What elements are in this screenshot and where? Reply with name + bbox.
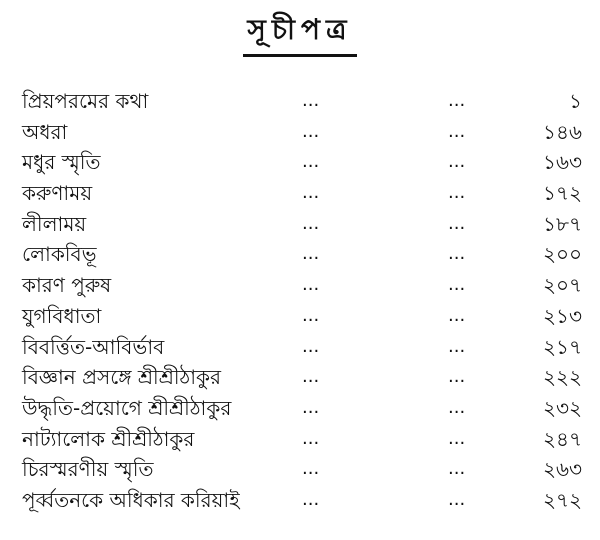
- toc-leader-dots: ...: [302, 396, 320, 418]
- toc-leader-dots: ...: [448, 212, 466, 234]
- toc-leader-dots: ...: [302, 304, 320, 326]
- toc-row: [22, 86, 582, 117]
- toc-entry-title: চিরস্মরণীয় স্মৃতি: [22, 457, 154, 482]
- toc-entry-title: বিবর্ত্তিত-আবির্ভাব: [22, 334, 165, 359]
- toc-row: [22, 454, 582, 485]
- toc-page-number: ১: [569, 89, 582, 113]
- toc-page-number: ২৩২: [542, 395, 582, 420]
- toc-page-number: ২০৭: [542, 273, 582, 298]
- toc-row: [22, 147, 582, 178]
- toc-leader-dots: ...: [302, 458, 320, 480]
- toc-entry-title: প্রিয়পরমের কথা: [22, 89, 149, 113]
- toc-entry-title: উদ্ধৃতি-প্রয়োগে শ্রীশ্রীঠাকুর: [22, 395, 232, 420]
- toc-entry-title: লোকবিভূ: [22, 242, 97, 267]
- toc-row: [22, 270, 582, 301]
- toc-page-number: ২১৩: [543, 303, 582, 328]
- toc-entry-title: নাট্যালোক শ্রীশ্রীঠাকুর: [22, 426, 195, 451]
- toc-row: [22, 424, 582, 455]
- toc-leader-dots: ...: [448, 458, 466, 480]
- toc-row: [22, 239, 582, 270]
- table-of-contents: [22, 86, 582, 516]
- toc-page-number: ১৪৬: [543, 119, 582, 144]
- toc-leader-dots: ...: [448, 335, 466, 357]
- toc-page-number: ২২২: [542, 365, 582, 390]
- toc-page-number: ১৬৩: [543, 150, 582, 175]
- toc-leader-dots: ...: [302, 274, 320, 296]
- toc-leader-dots: ...: [448, 488, 466, 510]
- toc-row: [22, 117, 582, 148]
- toc-leader-dots: ...: [302, 335, 320, 357]
- toc-entry-title: যুগবিধাতা: [22, 303, 102, 328]
- toc-leader-dots: ...: [302, 488, 320, 510]
- toc-leader-dots: ...: [302, 243, 320, 265]
- toc-leader-dots: ...: [448, 427, 466, 449]
- toc-leader-dots: ...: [448, 90, 466, 111]
- toc-leader-dots: ...: [302, 90, 320, 111]
- toc-page-number: ১৭২: [543, 181, 582, 206]
- toc-page-number: ২১৭: [543, 334, 582, 359]
- toc-page-number: ২৪৭: [543, 426, 582, 451]
- toc-leader-dots: ...: [302, 120, 320, 142]
- toc-leader-dots: ...: [302, 212, 320, 234]
- toc-page-number: ২৭২: [542, 487, 582, 512]
- toc-row: [22, 332, 582, 363]
- toc-leader-dots: ...: [448, 366, 466, 388]
- toc-entry-title: মধুর স্মৃতি: [22, 150, 101, 175]
- toc-leader-dots: ...: [302, 182, 320, 204]
- toc-leader-dots: ...: [448, 120, 466, 142]
- page-title: সূচীপত্র: [243, 10, 356, 57]
- toc-leader-dots: ...: [448, 151, 466, 173]
- toc-row: [22, 362, 582, 393]
- toc-entry-title: কারণ পুরুষ: [22, 273, 112, 298]
- toc-leader-dots: ...: [302, 151, 320, 173]
- toc-row: [22, 485, 582, 516]
- toc-leader-dots: ...: [302, 427, 320, 449]
- toc-row: [22, 301, 582, 332]
- toc-entry-title: লীলাময়: [22, 211, 87, 236]
- toc-page-number: ১৮৭: [543, 211, 582, 236]
- toc-entry-title: বিজ্ঞান প্রসঙ্গে শ্রীশ্রীঠাকুর: [22, 365, 221, 390]
- toc-entry-title: পূর্ব্বতনকে অধিকার করিয়াই: [22, 487, 240, 512]
- toc-leader-dots: ...: [448, 243, 466, 265]
- toc-page-number: ২০০: [542, 242, 582, 267]
- toc-row: [22, 178, 582, 209]
- toc-leader-dots: ...: [448, 396, 466, 418]
- toc-leader-dots: ...: [448, 182, 466, 204]
- toc-page-number: ২৬৩: [542, 457, 582, 482]
- toc-entry-title: করুণাময়: [22, 181, 93, 206]
- title-wrap: [0, 10, 600, 57]
- toc-leader-dots: ...: [302, 366, 320, 388]
- toc-entry-title: অধরা: [22, 119, 68, 144]
- toc-leader-dots: ...: [448, 274, 466, 296]
- toc-row: [22, 209, 582, 240]
- toc-leader-dots: ...: [448, 304, 466, 326]
- toc-row: [22, 393, 582, 424]
